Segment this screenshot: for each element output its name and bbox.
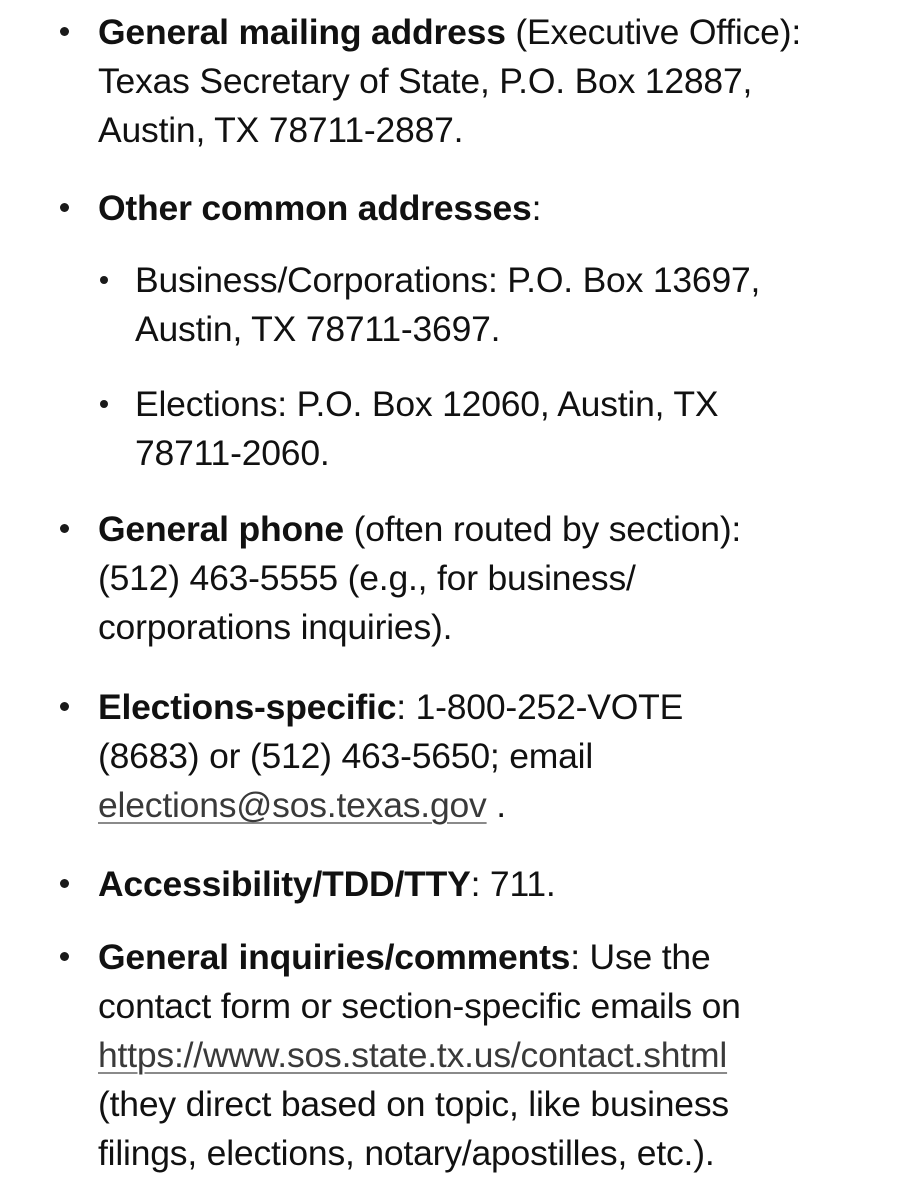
- general-inquiries-topics: filings, elections, notary/apostilles, etc.).: [98, 1133, 715, 1173]
- elections-hotline: : 1-800-252-VOTE: [396, 687, 684, 727]
- general-inquiries-text: [98, 933, 898, 1178]
- contact-page-link[interactable]: https://www.sos.state.tx.us/contact.shtml: [98, 1035, 728, 1075]
- elections-email-period: .: [486, 785, 506, 825]
- bullet: [60, 27, 74, 41]
- general-inquiries-desc: contact form or section-specific emails on: [98, 986, 741, 1026]
- business-address-line: Business/Corporations: P.O. Box 13697,: [135, 260, 761, 300]
- general-phone-note: corporations inquiries).: [98, 607, 453, 647]
- bullet: [100, 276, 114, 290]
- elections-address-line: Elections: P.O. Box 12060, Austin, TX: [135, 384, 719, 424]
- bullet: [60, 952, 74, 966]
- bullet: [60, 702, 74, 716]
- other-addresses-colon: :: [531, 188, 542, 228]
- mailing-address-text: [98, 8, 898, 155]
- mailing-address-city: Austin, TX 78711-2887.: [98, 110, 464, 150]
- accessibility-text: [98, 860, 898, 909]
- general-phone-qualifier: (often routed by section):: [343, 509, 742, 549]
- bullet: [100, 400, 114, 414]
- business-address-text: [135, 256, 921, 354]
- general-inquiries-detail: (they direct based on topic, like business: [98, 1084, 729, 1124]
- general-inquiries-intro: : Use the: [570, 937, 711, 977]
- general-inquiries-label: General inquiries/comments: [98, 937, 571, 977]
- elections-specific-text: [98, 683, 898, 830]
- mailing-address-label: General mailing address: [98, 12, 506, 52]
- bullet: [60, 524, 74, 538]
- general-phone-number: (512) 463-5555 (e.g., for business/: [98, 558, 636, 598]
- other-addresses-label: Other common addresses: [98, 188, 532, 228]
- mailing-address-line: Texas Secretary of State, P.O. Box 12887,: [98, 61, 753, 101]
- accessibility-number: : 711.: [470, 864, 556, 904]
- elections-address-zip: 78711-2060.: [135, 433, 330, 473]
- business-address-city: Austin, TX 78711-3697.: [135, 309, 501, 349]
- elections-email-link[interactable]: elections@sos.texas.gov: [98, 785, 487, 825]
- bullet: [60, 203, 74, 217]
- general-phone-text: [98, 505, 898, 652]
- elections-phone: (8683) or (512) 463-5650; email: [98, 736, 594, 776]
- elections-address-text: [135, 380, 921, 478]
- accessibility-label: Accessibility/TDD/TTY: [98, 864, 471, 904]
- general-phone-label: General phone: [98, 509, 344, 549]
- mailing-address-qualifier: (Executive Office):: [505, 12, 801, 52]
- bullet: [60, 879, 74, 893]
- elections-specific-label: Elections-specific: [98, 687, 397, 727]
- other-addresses-text: [98, 184, 898, 233]
